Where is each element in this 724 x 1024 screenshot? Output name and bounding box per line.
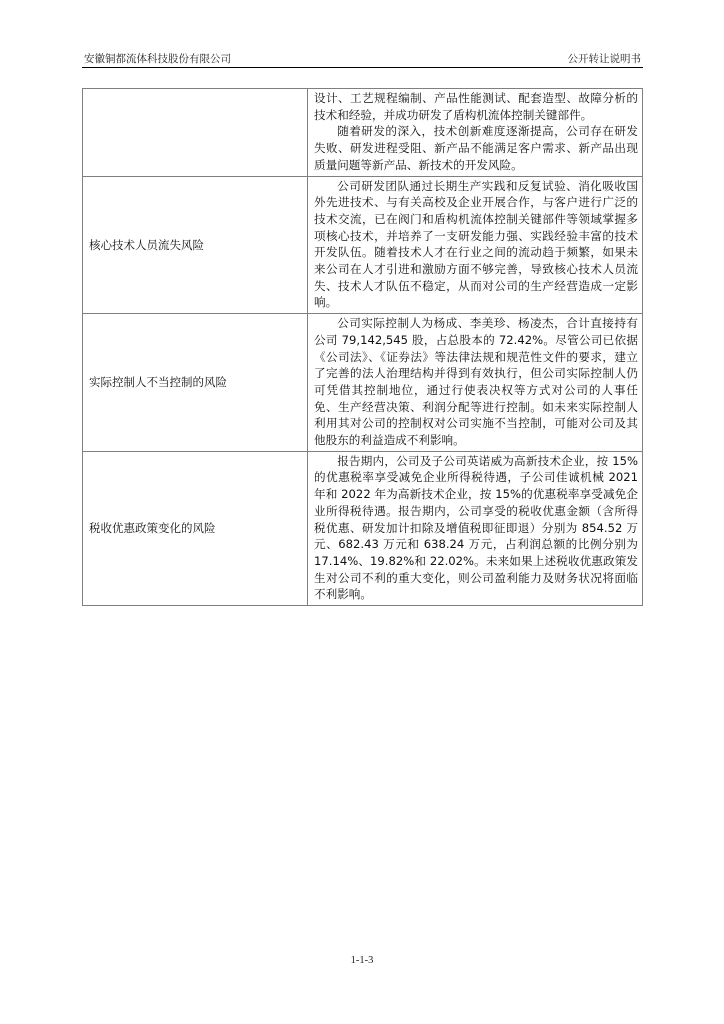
risk-description-paragraph: 公司实际控制人为杨成、李美珍、杨凌杰，合计直接持有公司 79,142,545 股，占总股本的 72.42%。尽管公司已依据《公司法》、《证券法》等法律法规和规范性文件的要求，建立了完善的法人治理结构并得到有效执行，但公司实际控制人仍可凭借其控制地位，通过行使表决权等方式对公司的人事任免、生产经营决策、利润分配等进行控制。如未来实际控制人利用其对公司的控制权对公司实施不当控制，可能对公司及其他股东的利益造成不利影响。	[314, 316, 638, 448]
page-header	[82, 52, 643, 66]
table-row	[83, 314, 643, 452]
page-number: 1-1-3	[350, 955, 374, 966]
risk-name-cell	[83, 451, 308, 605]
risk-name-cell	[83, 89, 308, 177]
risk-name-cell	[83, 176, 308, 314]
table-row	[83, 176, 643, 314]
risk-description-paragraph: 公司研发团队通过长期生产实践和反复试验、消化吸收国外先进技术、与有关高校及企业开展合作，与客户进行广泛的技术交流，已在阀门和盾构机流体控制关键部件等领域掌握多项核心技术，并培养了一支研发能力强、实践经验丰富的技术开发队伍。随着技术人才在行业之间的流动趋于频繁，如果未来公司在人才引进和激励方面不够完善，导致核心技术人员流失、技术人才队伍不稳定，从而对公司的生产经营造成一定影响。	[314, 178, 638, 310]
risk-description-paragraph: 随着研发的深入，技术创新难度逐渐提高，公司存在研发失败、研发进程受阻、新产品不能满足客户需求、新产品出现质量问题等新产品、新技术的开发风险。	[314, 124, 638, 172]
risk-description-paragraph: 报告期内，公司及子公司英诺威为高新技术企业，按 15%的优惠税率享受减免企业所得税待遇，子公司佳诚机械 2021 年和 2022 年为高新技术企业，按 15%的优惠税率享受减免企业所得税待遇。报告期内，公司享受的税收优惠金额（含所得税优惠、研发加计扣除及增值税即征即退）分别为 854.52 万元、682.43 万元和 638.24 万元，占利润总额的比例分别为 17.14%、19.82%和 22.02%。未来如果上述税收优惠政策发生对公司不利的重大变化，则公司盈利能力及财务状况将面临不利影响。	[314, 453, 638, 602]
risk-description-cell	[308, 314, 643, 452]
risk-factor-table	[82, 88, 643, 606]
risk-description-cell	[308, 176, 643, 314]
risk-description-paragraph: 设计、工艺规程编制、产品性能测试、配套造型、故障分析的技术和经验，并成功研发了盾构机流体控制关键部件。	[314, 91, 638, 122]
header-divider	[82, 67, 643, 68]
risk-description-cell	[308, 451, 643, 605]
risk-name-cell	[83, 314, 308, 452]
risk-name: 税收优惠政策变化的风险	[89, 521, 216, 536]
document-type: 公开转让说明书	[567, 53, 641, 65]
risk-name: 实际控制人不当控制的风险	[89, 375, 227, 390]
risk-description-cell	[308, 89, 643, 177]
table-row	[83, 451, 643, 605]
company-name: 安徽铜都流体科技股份有限公司	[84, 53, 231, 65]
table-row	[83, 89, 643, 177]
risk-name: 核心技术人员流失风险	[89, 237, 204, 252]
